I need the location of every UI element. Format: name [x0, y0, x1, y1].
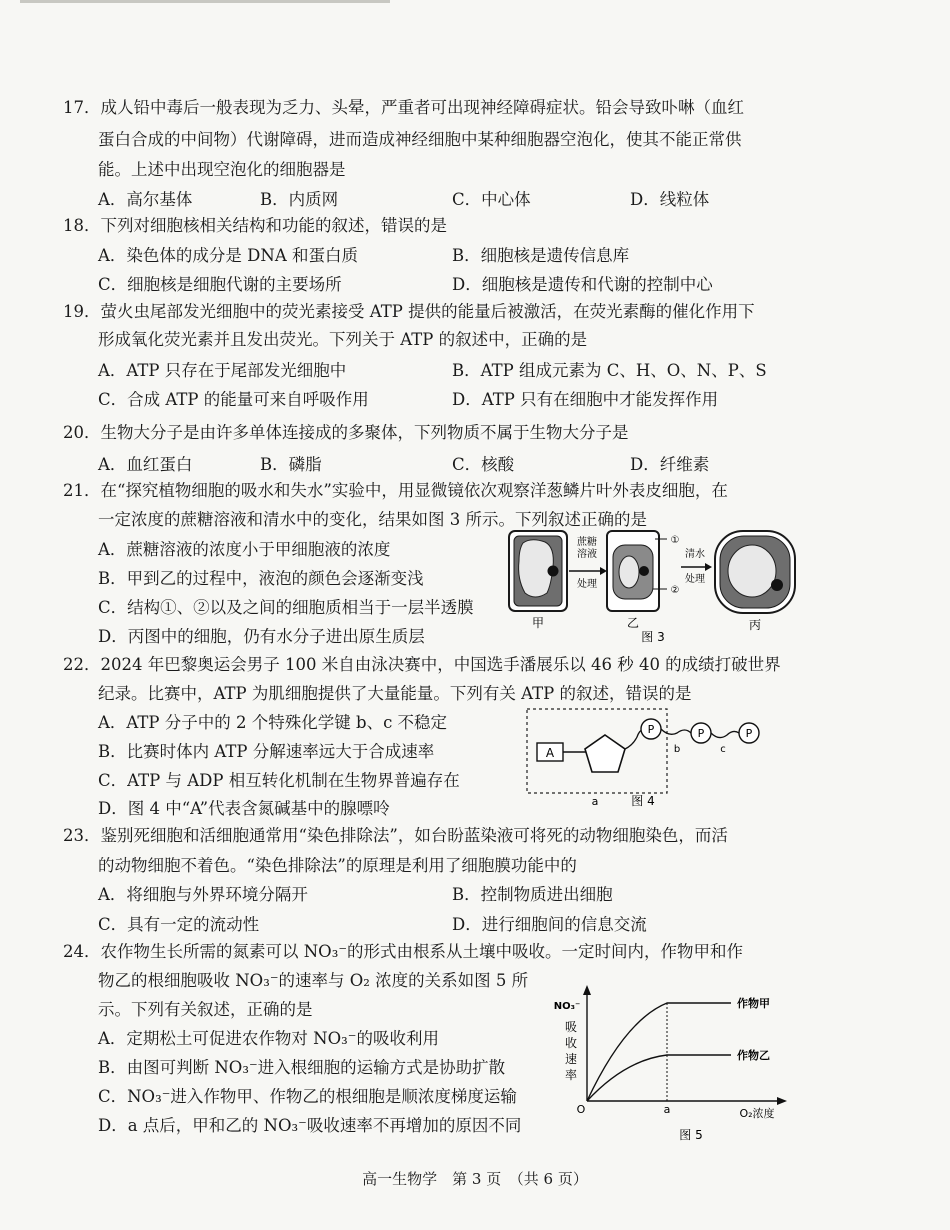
fig4-bond-b: b	[673, 744, 681, 755]
fig5-tick-a: a	[663, 1103, 671, 1116]
scan-edge	[20, 0, 390, 3]
fig5-caption: 图 5	[679, 1128, 703, 1142]
q20-option-d[interactable]: D．纤维素	[630, 455, 710, 474]
q17-option-a[interactable]: A．高尔基体	[98, 190, 193, 209]
fig5-ylabel-1: 吸	[564, 1020, 578, 1034]
q22-option-d[interactable]: D．图 4 中“A”代表含氮碱基中的腺嘌呤	[98, 799, 390, 818]
q17-option-d[interactable]: D．线粒体	[630, 190, 710, 209]
q23-stem-line1: 23．鉴别死细胞和活细胞通常用“染色排除法”，如台盼蓝染液可将死的动物细胞染色，而活	[63, 826, 728, 845]
q24-option-a[interactable]: A．定期松土可促进农作物对 NO₃⁻的吸收利用	[98, 1029, 439, 1048]
q23-option-b[interactable]: B．控制物质进出细胞	[452, 885, 613, 904]
q24-option-b[interactable]: B．由图可判断 NO₃⁻进入根细胞的运输方式是协助扩散	[98, 1058, 506, 1077]
q17-stem-line1: 17．成人铅中毒后一般表现为乏力、头晕，严重者可出现神经障碍症状。铅会导致卟啉（血红	[63, 98, 744, 117]
q20-option-c[interactable]: C．核酸	[452, 455, 515, 474]
fig5-ylabel-4: 率	[564, 1068, 578, 1082]
fig5-origin: O	[576, 1103, 586, 1116]
fig4-bond-c: c	[720, 744, 726, 755]
fig3-arrow1-label-3: 处理	[577, 579, 597, 590]
fig5-xlabel: O₂浓度	[739, 1107, 775, 1120]
figure-5-uptake-rate-graph	[545, 985, 795, 1145]
figure-3-plasmolysis	[505, 527, 800, 645]
figure-4-atp-structure	[525, 707, 775, 811]
q23-option-a[interactable]: A．将细胞与外界环境分隔开	[98, 885, 308, 904]
fig4-label-a: a	[591, 795, 599, 808]
q20-option-a[interactable]: A．血红蛋白	[98, 455, 193, 474]
q21-option-d[interactable]: D．丙图中的细胞，仍有水分子进出原生质层	[98, 627, 425, 646]
fig3-caption: 图 3	[641, 630, 665, 644]
fig3-label-bing: 丙	[748, 618, 762, 632]
fig3-label-yi: 乙	[626, 616, 640, 630]
q24-stem-line2: 物乙的根细胞吸收 NO₃⁻的速率与 O₂ 浓度的关系如图 5 所	[98, 971, 529, 990]
q18-option-c[interactable]: C．细胞核是细胞代谢的主要场所	[98, 275, 342, 294]
q18-stem-line1: 18．下列对细胞核相关结构和功能的叙述，错误的是	[63, 216, 447, 235]
fig3-arrow1-label-2: 溶液	[577, 549, 597, 560]
q20-option-b[interactable]: B．磷脂	[260, 455, 322, 474]
q18-option-a[interactable]: A．染色体的成分是 DNA 和蛋白质	[98, 246, 358, 265]
q22-option-a[interactable]: A．ATP 分子中的 2 个特殊化学键 b、c 不稳定	[98, 713, 448, 732]
q19-option-a[interactable]: A．ATP 只存在于尾部发光细胞中	[98, 361, 347, 380]
fig3-mark-2: ②	[670, 585, 680, 596]
q19-stem-line2: 形成氧化荧光素并且发出荧光。下列关于 ATP 的叙述中，正确的是	[98, 330, 588, 349]
fig4-caption: 图 4	[631, 794, 655, 808]
q17-stem-line2: 蛋白合成的中间物）代谢障碍，进而造成神经细胞中某种细胞器空泡化，使其不能正常供	[98, 130, 742, 149]
q24-stem-line3: 示。下列有关叙述，正确的是	[98, 1000, 313, 1019]
q22-option-b[interactable]: B．比赛时体内 ATP 分解速率远大于合成速率	[98, 742, 435, 761]
fig3-arrow2-label-2: 处理	[685, 574, 705, 585]
q22-stem-line1: 22．2024 年巴黎奥运会男子 100 米自由泳决赛中，中国选手潘展乐以 46 秒 40 的成绩打破世界	[63, 655, 781, 674]
q19-option-c[interactable]: C．合成 ATP 的能量可来自呼吸作用	[98, 390, 369, 409]
q19-option-d[interactable]: D．ATP 只有在细胞中才能发挥作用	[452, 390, 719, 409]
q18-option-b[interactable]: B．细胞核是遗传信息库	[452, 246, 630, 265]
q17-option-b[interactable]: B．内质网	[260, 190, 339, 209]
q24-stem-line1: 24．农作物生长所需的氮素可以 NO₃⁻的形式由根系从土壤中吸收。一定时间内，作物甲和作	[63, 942, 744, 961]
q21-stem-line2: 一定浓度的蔗糖溶液和清水中的变化，结果如图 3 所示。下列叙述正确的是	[98, 510, 647, 529]
q18-option-d[interactable]: D．细胞核是遗传和代谢的控制中心	[452, 275, 713, 294]
fig3-label-jia: 甲	[531, 616, 545, 630]
fig4-base-A: A	[545, 746, 555, 760]
q21-option-a[interactable]: A．蔗糖溶液的浓度小于甲细胞液的浓度	[98, 540, 391, 559]
fig4-phosphate-2: P	[697, 727, 705, 740]
fig4-phosphate-3: P	[745, 727, 753, 740]
fig3-mark-1: ①	[670, 535, 680, 546]
q20-stem-line1: 20．生物大分子是由许多单体连接成的多聚体，下列物质不属于生物大分子是	[63, 423, 629, 442]
fig4-phosphate-1: P	[647, 723, 655, 736]
fig5-ylabel-2: 收	[564, 1036, 578, 1050]
q21-stem-line1: 21．在“探究植物细胞的吸水和失水”实验中，用显微镜依次观察洋葱鳞片叶外表皮细胞，在	[63, 481, 728, 500]
fig5-ylabel-top: NO₃⁻	[553, 1001, 581, 1012]
q23-stem-line2: 的动物细胞不着色。“染色排除法”的原理是利用了细胞膜功能中的	[98, 856, 577, 875]
q23-option-c[interactable]: C．具有一定的流动性	[98, 915, 260, 934]
q19-stem-line1: 19．萤火虫尾部发光细胞中的荧光素接受 ATP 提供的能量后被激活，在荧光素酶的催化作用下	[63, 302, 755, 321]
q23-option-d[interactable]: D．进行细胞间的信息交流	[452, 915, 647, 934]
q21-option-c[interactable]: C．结构①、②以及之间的细胞质相当于一层半透膜	[98, 598, 474, 617]
fig5-ylabel-3: 速	[564, 1052, 578, 1066]
q21-option-b[interactable]: B．甲到乙的过程中，液泡的颜色会逐渐变浅	[98, 569, 424, 588]
q17-stem-line3: 能。上述中出现空泡化的细胞器是	[98, 160, 346, 179]
fig5-series-yi: 作物乙	[737, 1049, 770, 1062]
fig3-arrow2-label-1: 清水	[685, 549, 705, 560]
q24-option-c[interactable]: C．NO₃⁻进入作物甲、作物乙的根细胞是顺浓度梯度运输	[98, 1087, 517, 1106]
q22-option-c[interactable]: C．ATP 与 ADP 相互转化机制在生物界普遍存在	[98, 771, 460, 790]
page-footer: 高一生物学 第 3 页 （共 6 页）	[362, 1170, 588, 1188]
q17-option-c[interactable]: C．中心体	[452, 190, 531, 209]
fig5-series-jia: 作物甲	[737, 997, 770, 1010]
q24-option-d[interactable]: D．a 点后，甲和乙的 NO₃⁻吸收速率不再增加的原因不同	[98, 1116, 522, 1135]
fig3-arrow1-label-1: 蔗糖	[577, 537, 597, 548]
q22-stem-line2: 纪录。比赛中，ATP 为肌细胞提供了大量能量。下列有关 ATP 的叙述，错误的是	[98, 684, 692, 703]
q19-option-b[interactable]: B．ATP 组成元素为 C、H、O、N、P、S	[452, 361, 767, 380]
